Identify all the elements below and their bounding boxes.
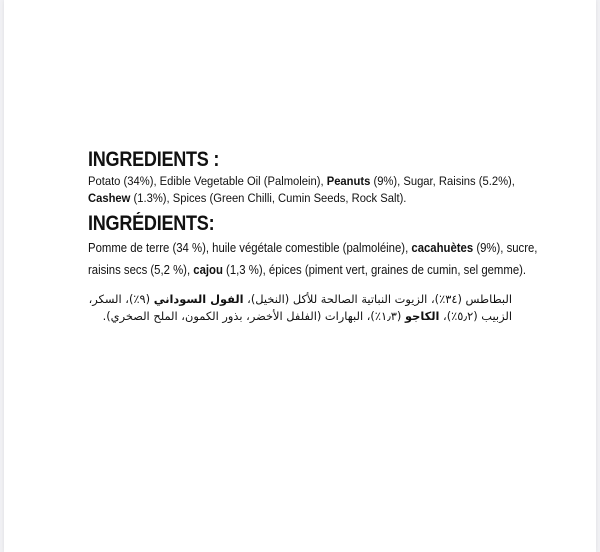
- english-line-2: [88, 190, 520, 207]
- french-allergen-cajou: cajou: [193, 262, 223, 277]
- english-line-1-text-c: (9%), Sugar, Raisins (5.2%),: [370, 174, 515, 188]
- english-allergen-cashew: Cashew: [88, 191, 131, 205]
- arabic-line-1-text-a: البطاطس (٣٤٪)، الزيوت النباتية الصالحة للأكل (النخيل)،: [243, 292, 512, 306]
- french-line-1-text-a: Pomme de terre (34 %), huile végétale comestible (palmoléine),: [88, 240, 412, 255]
- arabic-line-1: [88, 291, 512, 308]
- english-heading: INGREDIENTS :: [88, 148, 220, 171]
- french-line-2-text-a: raisins secs (5,2 %),: [88, 262, 194, 277]
- french-line-2: [88, 259, 527, 281]
- label-sheet: [4, 0, 596, 552]
- arabic-allergen-peanuts: الفول السوداني: [153, 292, 244, 306]
- english-line-2-text-b: (1.3%), Spices (Green Chilli, Cumin Seeds, Rock Salt).: [130, 191, 407, 205]
- french-allergen-cacahuetes: cacahuètes: [411, 240, 474, 255]
- english-allergen-peanuts: Peanuts: [326, 174, 371, 188]
- french-line-1-text-c: (9%), sucre,: [473, 240, 538, 255]
- french-line-2-text-c: (1,3 %), épices (piment vert, graines de cumin, sel gemme).: [222, 262, 527, 277]
- arabic-line-1-text-c: (٩٪)، السكر،: [88, 292, 154, 306]
- english-ingredients: [88, 173, 520, 207]
- french-line-1: [88, 237, 538, 259]
- arabic-allergen-cashew: الكاجو: [404, 309, 440, 323]
- ingredients-label: [88, 148, 538, 325]
- arabic-line-2-text-a: الزبيب (٥٫٢٪)،: [439, 309, 512, 323]
- french-ingredients: [88, 237, 538, 281]
- french-heading: INGRÉDIENTS:: [88, 212, 215, 235]
- english-line-1-text-a: Potato (34%), Edible Vegetable Oil (Palmolein),: [88, 174, 327, 188]
- arabic-ingredients: [88, 291, 512, 325]
- arabic-line-2: [88, 308, 512, 325]
- english-line-1: [88, 173, 520, 190]
- arabic-line-2-text-c: (١٫٣٪)، البهارات (الفلفل الأخضر، بذور الكمون، الملح الصخري).: [102, 309, 405, 323]
